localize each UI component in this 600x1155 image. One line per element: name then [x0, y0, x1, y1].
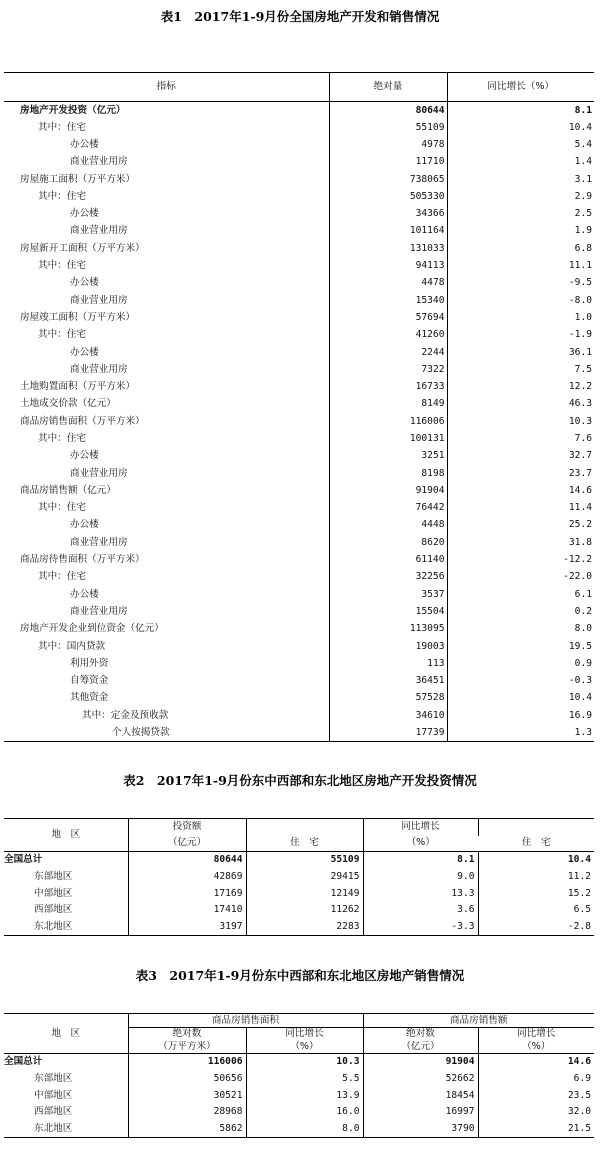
region-label: 东北地区 — [4, 1121, 128, 1138]
growth-value: 23.7 — [447, 465, 594, 482]
table-row — [4, 690, 594, 707]
table-row — [4, 465, 594, 482]
area-value: 116006 — [128, 1054, 246, 1071]
absolute-value: 15504 — [329, 603, 447, 620]
table-row — [4, 1087, 594, 1104]
growth-value: 1.3 — [447, 724, 594, 741]
table3 — [4, 1013, 594, 1138]
sales-value: 3790 — [363, 1121, 478, 1138]
indicator-label: 商品房销售面积（万平方米） — [20, 415, 145, 427]
table-row — [4, 430, 594, 447]
growth-value: 31.8 — [447, 534, 594, 551]
indicator-label: 商业营业用房 — [70, 605, 128, 617]
invest-value: 17169 — [128, 885, 246, 902]
table3-title: 表3 2017年1-9月份东中西部和东北地区房地产销售情况 — [135, 968, 465, 983]
table-row — [4, 413, 594, 430]
header-region: 地 区 — [4, 819, 128, 852]
indicator-label: 其他资金 — [70, 692, 109, 704]
absolute-value: 16733 — [329, 378, 447, 395]
growth-value: 1.4 — [447, 153, 594, 170]
area-value: 30521 — [128, 1087, 246, 1104]
header-absolute: 绝对量 — [329, 73, 447, 102]
table-row — [4, 257, 594, 274]
growth-value: 11.1 — [447, 257, 594, 274]
region-label: 中部地区 — [4, 885, 128, 902]
table-row — [4, 361, 594, 378]
table-row — [4, 1121, 594, 1138]
growth-value: -8.0 — [447, 292, 594, 309]
table-row — [4, 1070, 594, 1087]
indicator-label: 其中：住宅 — [38, 121, 86, 133]
table-row — [4, 102, 594, 119]
growth-value: 5.4 — [447, 136, 594, 153]
table1 — [4, 72, 594, 742]
absolute-value: 55109 — [329, 119, 447, 136]
table-row — [4, 724, 594, 741]
growth-value: 0.2 — [447, 603, 594, 620]
indicator-label: 土地成交价款（亿元） — [20, 398, 116, 410]
growth-housing-value: 11.2 — [567, 870, 591, 882]
header-invest-housing: 住 宅 — [246, 819, 363, 852]
growth-value: 7.5 — [447, 361, 594, 378]
indicator-label: 其中：住宅 — [38, 571, 86, 583]
region-label: 东部地区 — [4, 1070, 128, 1087]
table-row — [4, 919, 594, 936]
region-label: 全国总计 — [4, 1054, 128, 1071]
table-row — [4, 1104, 594, 1121]
table-row — [4, 309, 594, 326]
growth-value: -12.2 — [447, 551, 594, 568]
table-row — [4, 188, 594, 205]
absolute-value: 17739 — [329, 724, 447, 741]
indicator-label: 办公楼 — [70, 277, 99, 289]
absolute-value: 91904 — [329, 482, 447, 499]
sales-growth-value: 6.9 — [573, 1072, 591, 1084]
indicator-label: 房屋施工面积（万平方米） — [20, 173, 136, 185]
growth-value: 10.4 — [447, 690, 594, 707]
growth-value: 32.7 — [447, 447, 594, 464]
absolute-value: 34610 — [329, 707, 447, 724]
region-label: 全国总计 — [4, 852, 128, 869]
indicator-label: 商品房销售额（亿元） — [20, 484, 116, 496]
growth-value: 36.1 — [447, 344, 594, 361]
growth-value: 46.3 — [447, 396, 594, 413]
growth-value: 10.4 — [447, 119, 594, 136]
region-label: 东部地区 — [4, 868, 128, 885]
absolute-value: 3251 — [329, 447, 447, 464]
indicator-label: 其中：国内贷款 — [38, 640, 106, 652]
region-label: 西部地区 — [4, 902, 128, 919]
absolute-value: 19003 — [329, 638, 447, 655]
growth-value: 1.9 — [447, 223, 594, 240]
absolute-value: 15340 — [329, 292, 447, 309]
region-label: 西部地区 — [4, 1104, 128, 1121]
sales-growth-value: 23.5 — [567, 1089, 591, 1101]
header-area-growth: 同比增长 — [246, 1028, 363, 1041]
header-sales-growth: 同比增长 — [478, 1028, 594, 1041]
header-area-growth-unit: （%） — [246, 1041, 363, 1054]
invest-value: 17410 — [128, 902, 246, 919]
indicator-label: 办公楼 — [70, 208, 99, 220]
growth-value: 10.3 — [447, 413, 594, 430]
table-row — [4, 292, 594, 309]
growth-value: 7.6 — [447, 430, 594, 447]
indicator-label: 商业营业用房 — [70, 294, 128, 306]
table-row — [4, 707, 594, 724]
absolute-value: 116006 — [329, 413, 447, 430]
table-row — [4, 447, 594, 464]
sales-growth-value: 32.0 — [567, 1106, 591, 1118]
invest-housing-value: 29415 — [246, 868, 363, 885]
table-row — [4, 902, 594, 919]
indicator-label: 房屋竣工面积（万平方米） — [20, 311, 136, 323]
indicator-label: 商业营业用房 — [70, 363, 128, 375]
indicator-label: 利用外资 — [70, 657, 109, 669]
absolute-value: 101164 — [329, 223, 447, 240]
header-region: 地 区 — [4, 1014, 128, 1054]
growth-value: 13.3 — [363, 885, 478, 902]
indicator-label: 其中：住宅 — [38, 260, 86, 272]
area-value: 5862 — [128, 1121, 246, 1138]
absolute-value: 11710 — [329, 153, 447, 170]
table3-header-row1 — [4, 1014, 594, 1028]
sales-value: 16997 — [363, 1104, 478, 1121]
absolute-value: 76442 — [329, 499, 447, 516]
area-growth-value: 16.0 — [246, 1104, 363, 1121]
growth-value: 2.9 — [447, 188, 594, 205]
table-row — [4, 1054, 594, 1071]
growth-value: 6.1 — [447, 586, 594, 603]
sales-value: 91904 — [363, 1054, 478, 1071]
table-row — [4, 274, 594, 291]
indicator-label: 房地产开发投资（亿元） — [20, 104, 126, 116]
absolute-value: 7322 — [329, 361, 447, 378]
absolute-value: 94113 — [329, 257, 447, 274]
growth-value: 6.8 — [447, 240, 594, 257]
table-row — [4, 655, 594, 672]
absolute-value: 57694 — [329, 309, 447, 326]
indicator-label: 其中：定金及预收款 — [82, 709, 169, 721]
growth-value: 12.2 — [447, 378, 594, 395]
header-sales-growth-unit: （%） — [522, 1040, 551, 1052]
growth-housing-value: 15.2 — [567, 887, 591, 899]
invest-value: 3197 — [128, 919, 246, 936]
table-row — [4, 620, 594, 637]
absolute-value: 113 — [329, 655, 447, 672]
table-row — [4, 868, 594, 885]
area-value: 28968 — [128, 1104, 246, 1121]
growth-value: 25.2 — [447, 517, 594, 534]
growth-housing-value: 10.4 — [478, 852, 594, 869]
header-growth-housing: 住 宅 — [521, 837, 551, 849]
table2-header-row1 — [4, 819, 594, 836]
table-row — [4, 517, 594, 534]
growth-value: 8.1 — [447, 102, 594, 119]
table-row — [4, 551, 594, 568]
indicator-label: 其中：住宅 — [38, 329, 86, 341]
table1-header-row — [4, 73, 594, 102]
table-row — [4, 378, 594, 395]
header-indicator: 指标 — [4, 73, 329, 102]
growth-value: -1.9 — [447, 326, 594, 343]
absolute-value: 8620 — [329, 534, 447, 551]
table-row — [4, 396, 594, 413]
growth-value: 2.5 — [447, 205, 594, 222]
region-label: 东北地区 — [4, 919, 128, 936]
table-row — [4, 672, 594, 689]
area-growth-value: 8.0 — [246, 1121, 363, 1138]
indicator-label: 其中：住宅 — [38, 190, 86, 202]
header-sales-area: 商品房销售面积 — [128, 1014, 363, 1028]
area-growth-value: 10.3 — [246, 1054, 363, 1071]
region-label: 中部地区 — [4, 1087, 128, 1104]
growth-value: 19.5 — [447, 638, 594, 655]
area-growth-value: 13.9 — [246, 1087, 363, 1104]
header-invest-unit: （亿元） — [128, 836, 246, 852]
header-area-abs: 绝对数 — [128, 1028, 246, 1041]
growth-value: -0.3 — [447, 672, 594, 689]
indicator-label: 其中：住宅 — [38, 432, 86, 444]
indicator-label: 自筹资金 — [70, 675, 109, 687]
absolute-value: 113095 — [329, 620, 447, 637]
indicator-label: 办公楼 — [70, 450, 99, 462]
absolute-value: 131033 — [329, 240, 447, 257]
absolute-value: 80644 — [329, 102, 447, 119]
growth-value: -3.3 — [363, 919, 478, 936]
absolute-value: 100131 — [329, 430, 447, 447]
table-row — [4, 534, 594, 551]
table-row — [4, 171, 594, 188]
indicator-label: 其中：住宅 — [38, 502, 86, 514]
table-row — [4, 223, 594, 240]
growth-value: 1.0 — [447, 309, 594, 326]
absolute-value: 2244 — [329, 344, 447, 361]
absolute-value: 36451 — [329, 672, 447, 689]
header-area-unit: （万平方米） — [128, 1041, 246, 1054]
growth-value: 16.9 — [447, 707, 594, 724]
table-row — [4, 119, 594, 136]
header-growth: 同比增长（%） — [447, 73, 594, 102]
absolute-value: 4448 — [329, 517, 447, 534]
table-row — [4, 326, 594, 343]
table-row — [4, 852, 594, 869]
table-row — [4, 586, 594, 603]
header-invest: 投资额 — [128, 819, 246, 836]
header-sales-amount: 商品房销售额 — [449, 1014, 508, 1026]
header-sales-abs: 绝对数 — [363, 1028, 478, 1041]
header-growth: 同比增长 — [363, 819, 478, 836]
growth-value: 3.6 — [363, 902, 478, 919]
table-row — [4, 344, 594, 361]
absolute-value: 34366 — [329, 205, 447, 222]
invest-housing-value: 12149 — [246, 885, 363, 902]
absolute-value: 4978 — [329, 136, 447, 153]
absolute-value: 32256 — [329, 569, 447, 586]
indicator-label: 办公楼 — [70, 588, 99, 600]
table2-title: 表2 2017年1-9月份东中西部和东北地区房地产开发投资情况 — [123, 773, 477, 788]
absolute-value: 57528 — [329, 690, 447, 707]
sales-growth-value: 21.5 — [567, 1123, 591, 1135]
invest-housing-value: 2283 — [246, 919, 363, 936]
table-row — [4, 603, 594, 620]
sales-value: 18454 — [363, 1087, 478, 1104]
indicator-label: 商业营业用房 — [70, 536, 128, 548]
sales-value: 52662 — [363, 1070, 478, 1087]
table-row — [4, 240, 594, 257]
absolute-value: 505330 — [329, 188, 447, 205]
indicator-label: 商业营业用房 — [70, 156, 128, 168]
invest-housing-value: 55109 — [246, 852, 363, 869]
indicator-label: 商品房待售面积（万平方米） — [20, 554, 145, 566]
invest-housing-value: 11262 — [246, 902, 363, 919]
area-value: 50656 — [128, 1070, 246, 1087]
invest-value: 80644 — [128, 852, 246, 869]
growth-value: 11.4 — [447, 499, 594, 516]
indicator-label: 个人按揭贷款 — [112, 726, 170, 738]
indicator-label: 办公楼 — [70, 346, 99, 358]
table-row — [4, 499, 594, 516]
absolute-value: 41260 — [329, 326, 447, 343]
growth-value: -22.0 — [447, 569, 594, 586]
absolute-value: 8198 — [329, 465, 447, 482]
absolute-value: 8149 — [329, 396, 447, 413]
absolute-value: 4478 — [329, 274, 447, 291]
table-row — [4, 569, 594, 586]
indicator-label: 办公楼 — [70, 138, 99, 150]
growth-value: 8.0 — [447, 620, 594, 637]
growth-value: 0.9 — [447, 655, 594, 672]
table-row — [4, 885, 594, 902]
growth-value: 8.1 — [363, 852, 478, 869]
absolute-value: 3537 — [329, 586, 447, 603]
table-row — [4, 638, 594, 655]
growth-housing-value: 6.5 — [573, 904, 591, 916]
growth-value: 9.0 — [363, 868, 478, 885]
table-row — [4, 205, 594, 222]
sales-growth-value: 14.6 — [478, 1054, 594, 1071]
table-row — [4, 153, 594, 170]
invest-value: 42869 — [128, 868, 246, 885]
indicator-label: 商业营业用房 — [70, 467, 128, 479]
table-row — [4, 482, 594, 499]
indicator-label: 商业营业用房 — [70, 225, 128, 237]
indicator-label: 土地购置面积（万平方米） — [20, 381, 136, 393]
area-growth-value: 5.5 — [246, 1070, 363, 1087]
growth-value: 14.6 — [447, 482, 594, 499]
growth-value: -9.5 — [447, 274, 594, 291]
table-row — [4, 136, 594, 153]
table1-title: 表1 2017年1-9月份全国房地产开发和销售情况 — [160, 9, 440, 24]
indicator-label: 办公楼 — [70, 519, 99, 531]
header-sales-unit: （亿元） — [363, 1041, 478, 1054]
header-growth-unit: （%） — [406, 837, 435, 849]
growth-value: 3.1 — [447, 171, 594, 188]
absolute-value: 738065 — [329, 171, 447, 188]
indicator-label: 房地产开发企业到位资金（亿元） — [20, 623, 164, 635]
indicator-label: 房屋新开工面积（万平方米） — [20, 242, 145, 254]
absolute-value: 61140 — [329, 551, 447, 568]
growth-housing-value: -2.8 — [567, 921, 591, 933]
table2 — [4, 818, 594, 936]
